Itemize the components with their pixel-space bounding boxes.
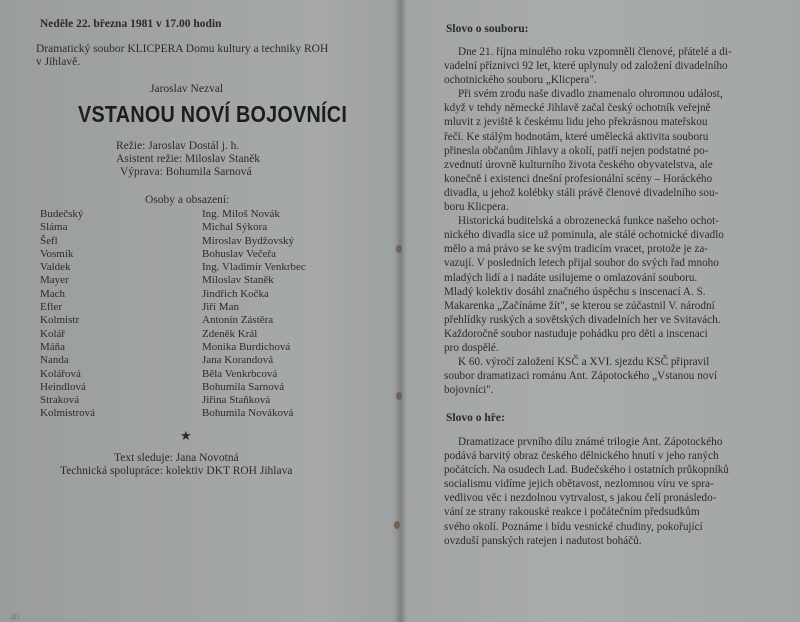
left-page [0,0,398,622]
play-title: VSTANOU NOVÍ BOJOVNÍCI [78,101,348,127]
cast-actor: Bohumila Nováková [202,407,294,420]
text-line: řečí. Ke stálým hodnotám, které umělecká aktivita souboru [444,130,709,143]
text-line: pro dospělé. [444,341,499,354]
cast-role: Efler [40,301,62,314]
play-author: Jaroslav Nezval [150,83,224,95]
text-line: Každoročně soubor nastuduje pohádku pro děti a inscenaci [444,327,708,340]
credit-design: Výprava: Bohumila Sarnová [120,166,252,178]
cast-role: Straková [40,394,80,407]
text-line: socialismu vidíme jejich obětavost, nezlomnou víru ve spra- [444,478,714,491]
text-line: Dne 21. října minulého roku vzpomněli členové, přátelé a di- [458,46,732,58]
cast-actor: Miroslav Bydžovský [202,234,294,247]
text-line: boru Klicpera. [444,201,509,214]
cast-row [40,248,340,261]
cast-row [40,381,340,394]
cast-actor: Ing. Vladimír Venkrbec [202,261,306,274]
section-heading-play: Slovo o hře: [446,412,505,424]
text-line: Mladý kolektiv dosáhl značného úspěchu s inscenací A. S. [444,285,706,298]
text-line: K 60. výročí založení KSČ a XVI. sjezdu KSČ připravil [458,356,710,369]
cast-role: Valdek [40,261,71,274]
cast-row [40,394,340,407]
page-number: 40 [10,612,19,622]
text-line: soubor dramatizaci románu Ant. Zápotockého „Vstanou noví [444,370,718,383]
cast-row [40,368,340,381]
cast-row [40,407,340,420]
text-line: když v tehdy německé Jihlavě začal český ochotník veřejně [444,102,711,115]
cast-role: Kolmistr [40,314,80,327]
cast-row [40,301,340,314]
text-line: Historická buditelská a obrozenecká funkce našeho ochot- [458,215,719,228]
text-line: ovzduší panských ratejen i nadutost boháčů. [444,534,642,547]
text-line: vazují. V posledních letech přijal soubor do svých řad mnoho [444,257,719,270]
cast-role: Kolmistrová [40,407,95,420]
cast-role: Máňa [40,340,66,353]
text-line: přehlídky ruských a sovětských divadelních her ve Svitavách. [444,313,721,326]
cast-row [40,314,340,327]
cast-actor: Michal Sýkora [202,221,268,234]
text-line: Makarenka „Začínáme žít", se kterou se zúčastnil V. národní [444,299,715,312]
text-line: mělo a má právo se ke svým tradicím vracet, protože je za- [444,243,709,256]
cast-role: Sláma [40,221,68,234]
cast-actor: Jindřich Kočka [202,287,269,300]
text-line: počátcích. Na osudech Lad. Budečského i ostatních průkopníků [444,464,729,477]
text-follow-credit: Text sleduje: Jana Novotná [114,452,239,464]
credit-assistant-director: Asistent režie: Miloslav Staněk [116,153,261,165]
text-line: divadla, u jehož kolébky stáli právě členové divadelního sou- [444,186,719,199]
cast-row [40,221,340,234]
cast-role: Kolářová [40,367,81,380]
cast-row [40,328,340,341]
text-line: Při svém zrodu naše divadlo znamenalo ohromnou událost, [458,88,723,101]
cast-actor: Jana Korandová [202,354,274,367]
cast-actor: Antonín Zástěra [202,314,274,327]
cast-actor: Bohumila Sarnová [202,380,285,393]
cast-row [40,354,340,367]
text-line: svého okolí. Poznáme i bídu vesnické chudiny, pokořující [444,520,703,533]
ensemble-line-2: v Jihlavě. [36,56,81,68]
text-line: vedlivou věc i nezdolnou vytrvalost, s jakou čelí pronásledo- [444,492,717,505]
cast-role: Mayer [40,274,69,287]
cast-actor: Miloslav Staněk [202,274,274,287]
staple-hole [396,392,402,400]
section-heading-ensemble: Slovo o souboru: [446,23,529,35]
text-line: mladých lidí a i nadáte usilujeme o omlazování souboru. [444,271,698,284]
cast-heading: Osoby a obsazení: [145,194,230,206]
text-line: vadelní příznivci 92 let, které uplynuly od založení divadelního [444,60,728,73]
text-line: mluvit z jeviště k českému lidu jeho překrásnou mateřskou [444,116,708,129]
cast-actor: Monika Burdichová [202,340,291,353]
text-line: Dramatizace prvního dílu známé trilogie Ant. Zápotockého [458,436,723,448]
cast-row [40,341,340,354]
cast-role: Mach [40,287,66,300]
cast-role: Budečský [40,208,84,220]
technical-credit: Technická spolupráce: kolektiv DKT ROH Jihlava [60,465,293,477]
play-text [444,435,780,548]
star-ornament: ★ [180,428,192,443]
staple-hole [396,245,402,253]
cast-list [40,208,340,421]
ensemble-line-1: Dramatický soubor KLICPERA Domu kultury a techniky ROH [36,43,329,55]
text-line: podává barvitý obraz českého dělnického hnutí v jeho raných [444,450,719,463]
performance-date: Neděle 22. března 1981 v 17.00 hodin [40,18,222,30]
text-line: bojovníci". [444,384,494,397]
cast-actor: Jiřina Staňková [202,394,271,407]
cast-actor: Zdeněk Král [202,327,258,340]
text-line: konečně i existenci dnešní profesionální scény – Horáckého [444,172,713,185]
ensemble-text [444,45,780,397]
text-line: nického divadla sice už pominula, ale stálé ochotnické divadlo [444,229,724,242]
text-line: vání ze strany rakouské reakce i počátečním předsudkům [444,506,700,519]
cast-row [40,208,340,221]
cast-role: Heindlová [40,380,86,393]
cast-row [40,261,340,274]
cast-actor: Jiří Man [202,301,239,314]
cast-role: Kolář [40,327,66,340]
cast-role: Šefl [40,234,58,247]
text-line: zvednutí úrovně kulturního života českého obyvatelstva, ale [444,158,713,171]
text-line: přinesla občanům Jihlavy a okolí, patří nejen podstatné po- [444,144,709,157]
cast-row [40,235,340,248]
cast-row [40,274,340,287]
credit-director: Režie: Jaroslav Dostál j. h. [116,140,240,152]
cast-actor: Běla Venkrbcová [202,367,278,380]
cast-row [40,288,340,301]
cast-actor: Bohuslav Večeřa [202,247,277,260]
cast-actor: Ing. Miloš Novák [202,208,280,220]
cast-role: Vosmík [40,247,74,260]
text-line: ochotnického souboru „Klicpera". [444,74,597,87]
right-page [404,0,800,622]
cast-role: Nanda [40,354,69,367]
staple-hole [394,521,400,529]
